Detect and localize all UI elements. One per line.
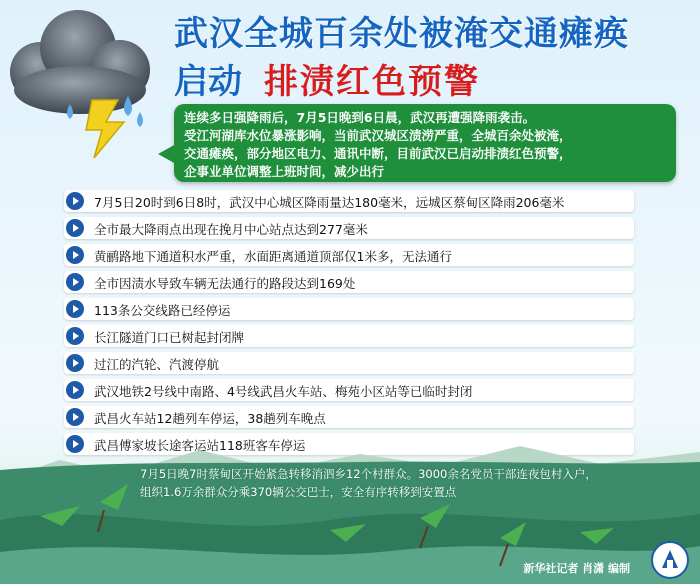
play-bullet-icon xyxy=(66,327,84,345)
summary-line: 连续多日强降雨后，7月5日晚到6日晨，武汉再遭强降雨袭击。 xyxy=(184,110,536,125)
summary-line: 企事业单位调整上班时间，减少出行 xyxy=(184,164,385,179)
evacuation-note: 7月5日晚7时蔡甸区开始紧急转移消泗乡12个村群众。3000余名党员干部连夜包村入户， xyxy=(140,467,597,481)
summary-box xyxy=(174,104,676,182)
play-bullet-icon xyxy=(66,192,84,210)
list-item-text: 武昌傅家坡长途客运站118班客车停运 xyxy=(94,438,306,453)
evacuation-note: 组织1.6万余群众分乘370辆公交巴士，安全有序转移到安置点 xyxy=(140,485,457,499)
play-bullet-icon xyxy=(66,381,84,399)
list-item xyxy=(64,217,634,239)
play-bullet-icon xyxy=(66,273,84,291)
list-item xyxy=(64,190,634,212)
list-item-text: 黄鹂路地下通道积水严重，水面距离通道顶部仅1米多，无法通行 xyxy=(94,249,452,264)
source-credit: 新华社记者 肖潇 编制 xyxy=(523,562,630,575)
list-item-text: 全市最大降雨点出现在挽月中心站点达到277毫米 xyxy=(94,222,368,237)
play-bullet-icon xyxy=(66,246,84,264)
list-item-text: 过江的汽轮、汽渡停航 xyxy=(94,357,220,372)
main-title: 武汉全城百余处被淹交通瘫痪 xyxy=(174,14,629,54)
list-item xyxy=(64,406,634,428)
list-item-text: 武汉地铁2号线中南路、4号线武昌火车站、梅苑小区站等已临时封闭 xyxy=(94,384,473,399)
list-item xyxy=(64,352,634,374)
subtitle-red-warning: 排渍红色预警 xyxy=(264,62,480,102)
list-item-text: 全市因渍水导致车辆无法通行的路段达到169处 xyxy=(94,276,356,291)
list-item xyxy=(64,271,634,293)
list-item-text: 长江隧道门口已树起封闭牌 xyxy=(94,330,245,345)
summary-pointer xyxy=(158,144,176,164)
subtitle-start: 启动 xyxy=(174,62,242,102)
play-bullet-icon xyxy=(66,408,84,426)
xinhua-logo-icon xyxy=(650,540,690,580)
play-bullet-icon xyxy=(66,219,84,237)
list-item xyxy=(64,325,634,347)
list-item xyxy=(64,298,634,320)
list-item xyxy=(64,244,634,266)
storm-cloud-icon xyxy=(0,0,170,170)
summary-line: 交通瘫痪，部分地区电力、通讯中断，目前武汉已启动排渍红色预警， xyxy=(184,146,572,161)
list-item-text: 113条公交线路已经停运 xyxy=(94,303,231,318)
play-bullet-icon xyxy=(66,354,84,372)
list-item-text: 武昌火车站12趟列车停运，38趟列车晚点 xyxy=(94,411,326,426)
list-item xyxy=(64,379,634,401)
list-item-text: 7月5日20时到6日8时，武汉中心城区降雨量达180毫米，远城区蔡甸区降雨206毫米 xyxy=(94,195,565,210)
play-bullet-icon xyxy=(66,300,84,318)
summary-line: 受江河湖库水位暴涨影响，当前武汉城区渍涝严重，全城百余处被淹， xyxy=(184,128,572,143)
